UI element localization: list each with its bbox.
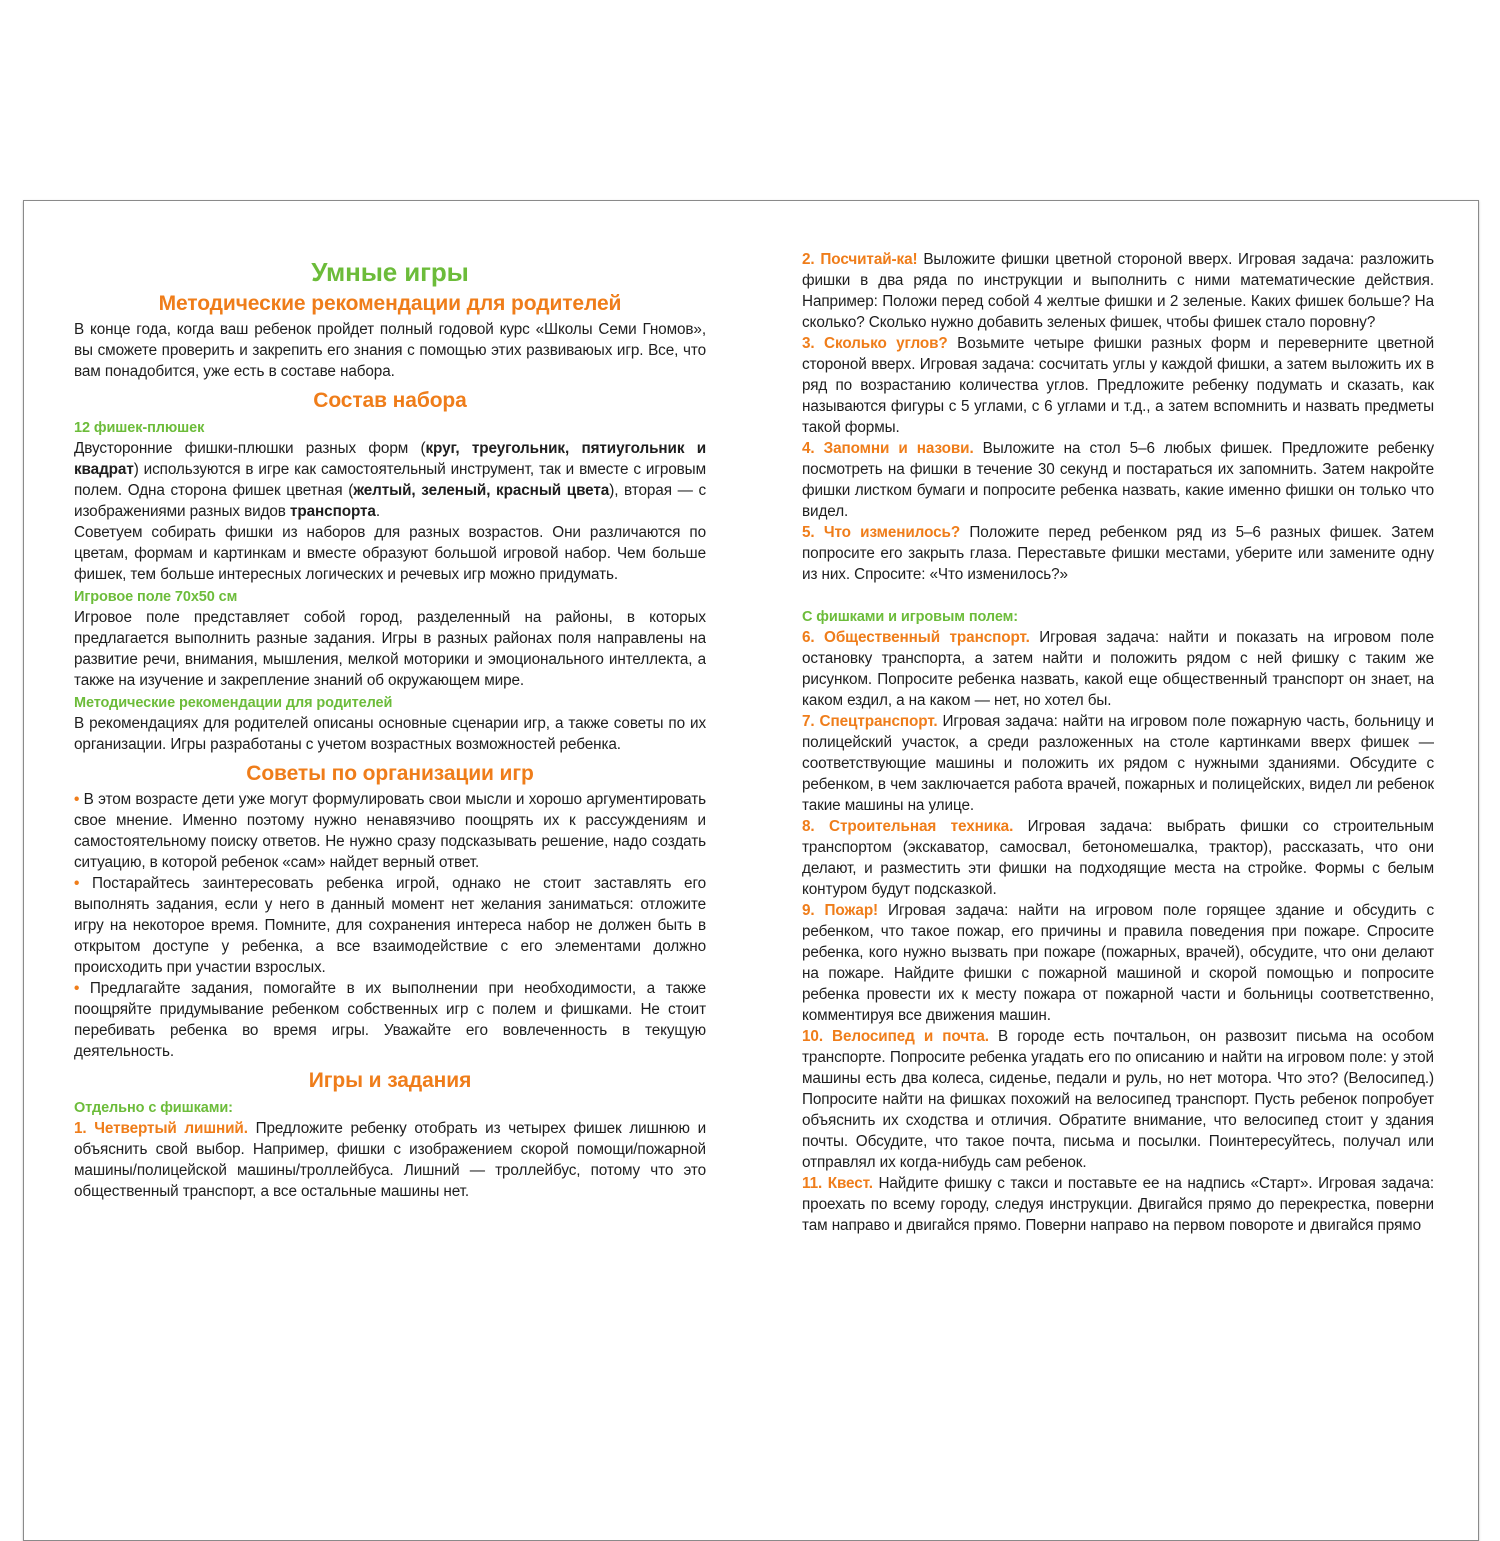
game-title: 7. Спецтранспорт. xyxy=(802,713,938,730)
game-title: 1. Четвертый лишний. xyxy=(74,1120,248,1137)
game-item xyxy=(802,627,1434,711)
field-heading: Игровое поле 70х50 см xyxy=(74,589,238,605)
chips-only-heading: Отдельно с фишками: xyxy=(74,1100,233,1116)
chips-advice-paragraph: Советуем собирать фишки из наборов для разных возрастов. Они различаются по цветам, формам и картинкам и вместе образуют большой игровой набор. Чем больше фишек, тем больше интересных логических и речевых игр можно придумать. xyxy=(74,524,706,583)
tip-text: Постарайтесь заинтересовать ребенка игрой, однако не стоит заставлять его выполнять задания, если у него в данный момент нет желания заниматься: отложите игру на некоторое время. Помните, для сохранения интереса набор не должен быть в открытом доступе у ребенка, а все взаимодействие с его элементами должно происходить при участии взрослых. xyxy=(74,875,706,976)
game-title: 6. Общественный транспорт. xyxy=(802,629,1030,646)
game-text: Игровая задача: найти на игровом поле пожарную часть, больницу и полицейский участок, а среди разложенных на столе картинками вверх фишек — соответствующие машины и положить их рядом с нужными зданиями. Обсудите с ребенком, в чем заключается работа врачей, пожарных и полицейских, видел ли ребенок такие машины на улице. xyxy=(802,713,1434,814)
game-title: 4. Запомни и назови. xyxy=(802,440,974,457)
game-title: 8. Строительная техника. xyxy=(802,818,1014,835)
game-text: Предложите ребенку отобрать из четырех фишек лишнюю и объяснить свой выбор. Например, фишки с изображением скорой помощи/пожарной машины/полицейской машины/троллейбуса. Лишний — троллейбус, потому что это общественный транспорт, а все остальные машины нет. xyxy=(74,1120,706,1200)
bullet-icon: • xyxy=(74,980,80,997)
field-paragraph: Игровое поле представляет собой город, разделенный на районы, в которых предлагается выполнить разные задания. Игры в разных районах поля направлены на развитие речи, внимания, мышления, мелкой моторики и эмоционального интеллекта, а также на изучение и закрепление знаний об окружающем мире. xyxy=(74,609,706,689)
intro-paragraph: В конце года, когда ваш ребенок пройдет полный годовой курс «Школы Семи Гномов», вы сможете проверить и закрепить его знания с помощью этих развиваюых игр. Все, что вам понадобится, уже есть в составе набора. xyxy=(74,321,706,380)
game-title: 11. Квест. xyxy=(802,1175,873,1192)
game-item xyxy=(802,1173,1434,1236)
chips-colors: желтый, зеленый, красный цвета xyxy=(353,482,610,499)
left-column xyxy=(74,249,706,1529)
game-title: 9. Пожар! xyxy=(802,902,879,919)
page-title: Умные игры xyxy=(311,257,469,287)
game-text: В городе есть почтальон, он развозит письма на особом транспорте. Попросите ребенка угадать его по описанию и найти на игровом поле: у этой машины есть два колеса, сиденье, педали и руль, но нет мотора. Что это? (Велосипед.) Попросите найти на фишках похожий на велосипед транспорт. Пусть ребенок попробует объяснить их сходства и отличия. Обратите внимание, что велосипед стоит у здания почты. Обсудите, что такое почта, письма и посылки. Поинтересуйтесь, получал или отправлял их когда-нибудь сам ребенок. xyxy=(802,1028,1434,1171)
game-title: 10. Велосипед и почта. xyxy=(802,1028,989,1045)
chips-text-a: Двусторонние фишки-плюшки разных форм ( xyxy=(74,440,426,457)
guide-heading: Методические рекомендации для родителей xyxy=(74,695,393,711)
game-item xyxy=(802,711,1434,816)
game-item xyxy=(802,1026,1434,1173)
game-text: Положите перед ребенком ряд из 5–6 разных фишек. Затем попросите его закрыть глаза. Переставьте фишки местами, уберите или замените одну из них. Спросите: «Что изменилось?» xyxy=(802,524,1434,583)
game-text: Возьмите четыре фишки разных форм и переверните цветной стороной вверх. Игровая задача: сосчитать углы у каждой фишки, а затем выложить их в ряд по возрастанию количества углов. Предложите ребенку подумать и сказать, как называются фигуры с 5 углами, с 6 углами и т.д., а затем вспомнить и назвать предметы такой формы. xyxy=(802,335,1434,436)
game-title: 5. Что изменилось? xyxy=(802,524,961,541)
game-item xyxy=(802,333,1434,438)
game-text: Выложите на стол 5–6 любых фишек. Предложите ребенку посмотреть на фишки в течение 30 секунд и постараться их запомнить. Затем накройте фишки листком бумаги и попросите ребенка назвать, какие именно фишки он только что видел. xyxy=(802,440,1434,520)
right-column xyxy=(802,249,1434,1529)
tip-item xyxy=(74,978,706,1062)
game-item xyxy=(74,1118,706,1202)
chips-text-c: ) используются в игре как самостоятельный инструмент, так и вместе с игровым полем. Одна сторона фишек цветная ( xyxy=(74,461,706,499)
chips-heading: 12 фишек-плюшек xyxy=(74,420,205,436)
chips-text-e: ), вторая — с изображениями разных видов xyxy=(74,482,706,520)
game-text: Игровая задача: найти и показать на игровом поле остановку транспорта, а затем найти и положить рядом с ней фишку с таким же рисунком. Попросите ребенка назвать, какой еще общественный транспорт он знает, на каком ездил, а на каком — нет, но хотел бы. xyxy=(802,629,1434,709)
games-heading: Игры и задания xyxy=(308,1069,472,1092)
chips-paragraph xyxy=(74,438,706,522)
tip-item xyxy=(74,873,706,978)
chips-text-g: . xyxy=(375,503,380,520)
game-item xyxy=(802,900,1434,1026)
game-text: Выложите фишки цветной стороной вверх. Игровая задача: разложить фишки в два ряда по инструкции и выполнить с ними математические действия. Например: Положи перед собой 4 желтые фишки и 2 зеленые. Каких фишек больше? На сколько? Сколько нужно добавить зеленых фишек, чтобы фишек стало поровну? xyxy=(802,251,1434,331)
tip-text: Предлагайте задания, помогайте в их выполнении при необходимости, а также поощряйте придумывание ребенком собственных игр с полем и фишками. Не стоит перебивать ребенка во время игры. Уважайте его вовлеченность в текущую деятельность. xyxy=(74,980,706,1060)
game-text: Игровая задача: найти на игровом поле горящее здание и обсудить с ребенком, что такое пожар, его причины и правила поведения при пожаре. Спросите ребенка, кого нужно вызвать при пожаре (пожарных, врачей), обсудите, что они делают на пожаре. Найдите фишки с пожарной машиной и скорой помощью и попросите ребенка провести их к месту пожара от пожарной части и больницы соответственно, комментируя все движения машин. xyxy=(802,902,1434,1024)
bullet-icon: • xyxy=(74,875,80,892)
chips-transport: транспорта xyxy=(289,503,376,520)
game-text: Игровая задача: выбрать фишки со строительным транспортом (экскаватор, самосвал, бетономешалка, трактор), рассказать, что они делают, и разместить эти фишки на подходящие места на стройке. Формы с белым контуром будут подсказкой. xyxy=(802,818,1434,898)
game-item xyxy=(802,438,1434,522)
tips-heading: Советы по организации игр xyxy=(246,762,534,785)
page-subtitle: Методические рекомендации для родителей xyxy=(158,292,622,315)
game-item xyxy=(802,816,1434,900)
guide-paragraph: В рекомендациях для родителей описаны основные сценарии игр, а также советы по их организации. Игры разработаны с учетом возрастных возможностей ребенка. xyxy=(74,715,706,753)
with-field-heading: С фишками и игровым полем: xyxy=(802,609,1018,625)
page-spread xyxy=(23,200,1479,1541)
kit-heading: Состав набора xyxy=(313,389,467,412)
tip-item xyxy=(74,789,706,873)
game-title: 2. Посчитай-ка! xyxy=(802,251,918,268)
game-item xyxy=(802,522,1434,585)
chips-shapes: круг, треугольник, пятиугольник и квадрат xyxy=(74,440,706,478)
game-item xyxy=(802,249,1434,333)
tip-text: В этом возрасте дети уже могут формулировать свои мысли и хорошо аргументировать свое мнение. Именно поэтому нужно ненавязчиво поощрять их к рассуждениям и самостоятельному поиску ответов. Не нужно сразу подсказывать решение, надо создать ситуацию, в которой ребенок «сам» найдет верный ответ. xyxy=(74,791,706,871)
game-text: Найдите фишку с такси и поставьте ее на надпись «Старт». Игровая задача: проехать по всему городу, следуя инструкции. Двигайся прямо до перекрестка, поверни там направо и двигайся прямо. Поверни направо на первом повороте и двигайся прямо xyxy=(802,1175,1434,1234)
game-title: 3. Сколько углов? xyxy=(802,335,948,352)
bullet-icon: • xyxy=(74,791,80,808)
